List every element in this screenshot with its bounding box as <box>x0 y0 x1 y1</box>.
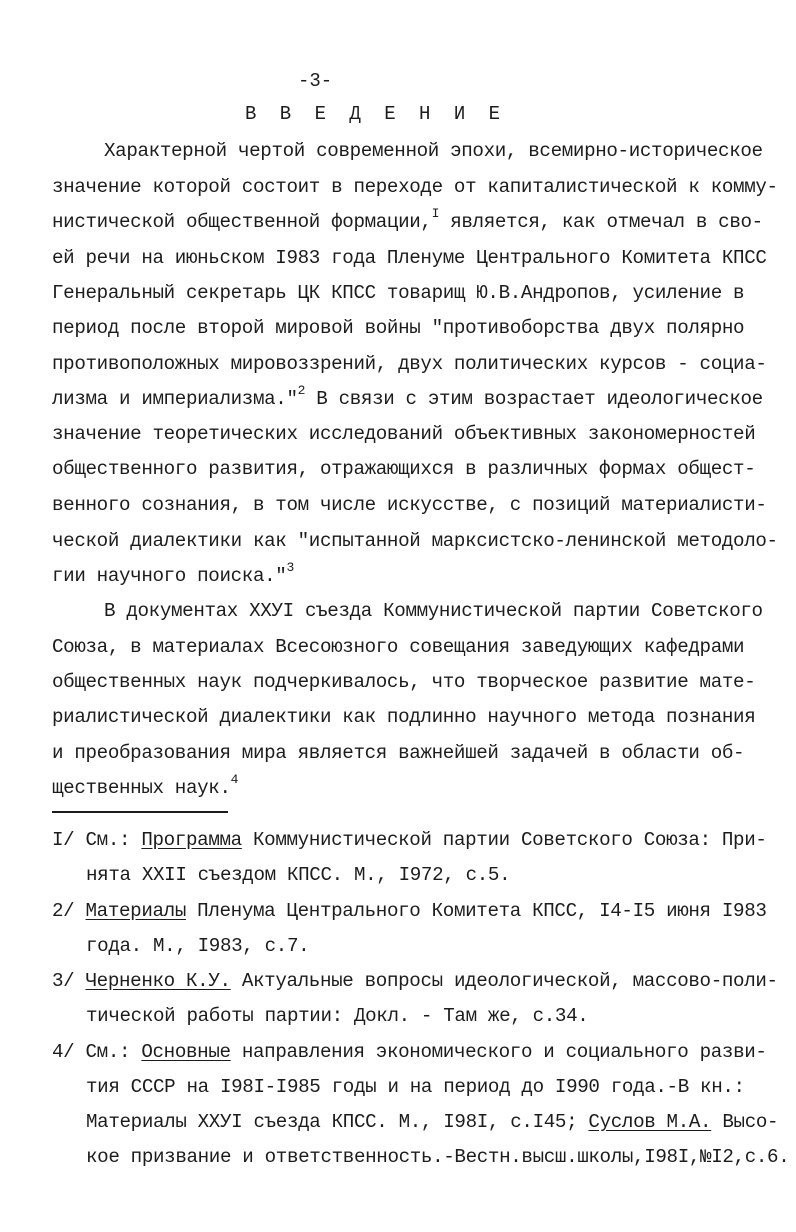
text-span <box>74 900 85 922</box>
footnote-1-line-2: нята ХХII съездом КПСС. М., I972, с.5. <box>86 864 511 886</box>
footnote-number: 4/ <box>52 1041 75 1063</box>
paragraph1-line-10: общественного развития, отражающихся в различных формах общест- <box>52 458 756 480</box>
text-span: щественных наук. <box>52 777 231 799</box>
text-span: Материалы ХХУI съезда КПСС. М., I98I, с.I45; <box>86 1111 589 1133</box>
paragraph2-line-1: В документах ХХУI съезда Коммунистической партии Советского <box>104 600 763 622</box>
text-span: гии научного поиска." <box>52 565 287 587</box>
paragraph1-line-8 <box>52 382 763 411</box>
footnote-4-line-1 <box>52 1040 767 1064</box>
paragraph1-line-3 <box>52 205 763 234</box>
footnote-2-line-2: года. М., I983, с.7. <box>86 935 310 957</box>
text-span: направления экономического и социального разви- <box>230 1041 767 1063</box>
paragraph2-line-6 <box>52 771 239 800</box>
paragraph1-line-9: значение теоретических исследований объективных закономерностей <box>52 423 756 445</box>
text-span: В связи с этим возрастает идеологическое <box>305 388 763 410</box>
paragraph2-line-4: риалистической диалектики как подлинно научного метода познания <box>52 706 756 728</box>
footnote-ref-4: 4 <box>230 771 239 787</box>
footnote-ref-3: 3 <box>286 559 294 575</box>
footnote-ref-1: I <box>431 205 440 221</box>
section-heading: В В Е Д Е Н И Е <box>245 103 507 125</box>
underlined-author: Суслов М.А. <box>588 1111 712 1133</box>
paragraph1-line-13 <box>52 559 294 588</box>
underlined-title: Материалы <box>85 900 186 922</box>
text-span: является, как отмечал в сво- <box>439 211 763 233</box>
text-span: Высо- <box>711 1111 779 1133</box>
paragraph2-line-2: Союза, в материалах Всесоюзного совещания заведующих кафедрами <box>52 636 745 658</box>
paragraph1-line-6: период после второй мировой войны "противоборства двух полярно <box>52 317 745 339</box>
underlined-title: Программа <box>141 829 242 851</box>
footnote-3-line-1 <box>52 969 778 993</box>
footnote-divider <box>52 811 228 813</box>
footnote-ref-2: 2 <box>297 382 306 398</box>
page-number: -3- <box>298 70 333 92</box>
footnote-4-line-2: тия СССР на I98I-I985 годы и на период до I990 года.-В кн.: <box>86 1076 745 1098</box>
footnote-4-line-4: кое призвание и ответственность.-Вестн.высш.школы,I98I,№I2,с.6. <box>86 1146 790 1168</box>
paragraph2-line-5: и преобразования мира является важнейшей задачей в области об- <box>52 742 745 764</box>
footnote-3-line-2: тической работы партии: Докл. - Там же, с.34. <box>86 1005 589 1027</box>
footnote-number: I/ <box>52 829 75 851</box>
footnote-number: 3/ <box>52 970 75 992</box>
paragraph1-line-4: ей речи на июньском I983 года Пленуме Центрального Комитета КПСС <box>52 247 767 269</box>
paragraph2-line-3: общественных наук подчеркивалось, что творческое развитие мате- <box>52 671 756 693</box>
paragraph1-line-11: венного сознания, в том числе искусстве, с позиций материалисти- <box>52 494 767 516</box>
text-span: Пленума Центрального Комитета КПСС, I4-I5 июня I983 <box>186 900 767 922</box>
text-span: Коммунистической партии Советского Союза: При- <box>241 829 767 851</box>
footnote-2-line-1 <box>52 899 767 923</box>
text-span: См.: <box>74 829 142 851</box>
underlined-author: Черненко К.У. <box>85 970 231 992</box>
footnote-1-line-1 <box>52 828 767 852</box>
text-span: лизма и империализма." <box>52 388 298 410</box>
underlined-title: Основные <box>141 1041 231 1063</box>
paragraph1-line-5: Генеральный секретарь ЦК КПСС товарищ Ю.В.Андропов, усиление в <box>52 282 745 304</box>
paragraph1-line-2: значение которой состоит в переходе от капиталистической к комму- <box>52 176 778 198</box>
text-span: Актуальные вопросы идеологической, массово-поли- <box>230 970 778 992</box>
text-span: См.: <box>74 1041 142 1063</box>
text-span: нистической общественной формации, <box>52 211 432 233</box>
paragraph1-line-1: Характерной чертой современной эпохи, всемирно-историческое <box>104 140 763 162</box>
paragraph1-line-12: ческой диалектики как "испытанной марксистско-ленинской методоло- <box>52 530 778 552</box>
text-span <box>74 970 85 992</box>
footnote-number: 2/ <box>52 900 75 922</box>
footnote-4-line-3 <box>86 1110 778 1134</box>
paragraph1-line-7: противоположных мировоззрений, двух политических курсов - социа- <box>52 353 767 375</box>
